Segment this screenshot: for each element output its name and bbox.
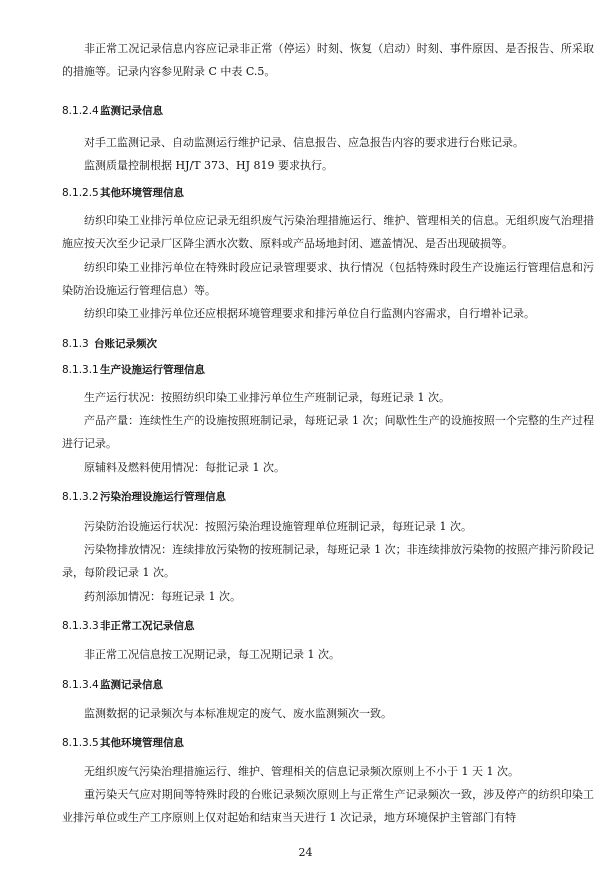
section-number: 8.1.3.4: [62, 679, 99, 691]
paragraph: 重污染天气应对期间等特殊时段的台账记录频次原则上与正常生产记录频次一致，涉及停产的纺织印染工业排污单位或生产工序原则上仅对起始和结束当天进行 1 次记录，地方环境保护主管部门有特: [62, 788, 594, 824]
heading-8-1-2-5: [62, 185, 594, 201]
paragraph: 无组织废气污染治理措施运行、维护、管理相关的信息记录频次原则上不小于 1 天 1 次。: [84, 765, 519, 778]
para-5: [62, 209, 594, 255]
para-20: [62, 702, 594, 725]
para-18: [62, 643, 594, 666]
section-title: 其他环境管理信息: [100, 187, 184, 199]
para-6: [62, 256, 594, 302]
para-3: [62, 154, 594, 177]
paragraph: 纺织印染工业排污单位应记录无组织废气污染治理措施运行、维护、管理相关的信息。无组织废气治理措施应按天次至少记录厂区降尘洒水次数、原料或产品场地封闭、遮盖情况、是否出现破损等。: [62, 214, 594, 250]
heading-8-1-3-1: [62, 362, 594, 378]
para-22: [62, 760, 594, 783]
section-number: 8.1.3.1: [62, 364, 99, 376]
paragraph: 监测数据的记录频次与本标准规定的废气、废水监测频次一致。: [84, 707, 392, 720]
paragraph: 污染防治设施运行状况：按照污染治理设施管理单位班制记录，每班记录 1 次。: [84, 520, 472, 533]
para-10: [62, 386, 594, 409]
paragraph: 非正常工况信息按工况期记录，每工况期记录 1 次。: [84, 648, 340, 661]
paragraph: 纺织印染工业排污单位在特殊时段应记录管理要求、执行情况（包括特殊时段生产设施运行管理信息和污染防治设施运行管理信息）等。: [62, 261, 594, 297]
paragraph: 药剂添加情况：每班记录 1 次。: [84, 590, 241, 603]
para-16: [62, 585, 594, 608]
section-title: 其他环境管理信息: [100, 737, 184, 749]
section-title: 非正常工况记录信息: [100, 620, 195, 632]
paragraph: 纺织印染工业排污单位还应根据环境管理要求和排污单位自行监测内容需求，自行增补记录。: [84, 307, 535, 320]
document-page: [62, 0, 594, 876]
heading-8-1-3-2: [62, 489, 594, 505]
page-number: 24: [298, 846, 313, 859]
section-title: 监测记录信息: [100, 679, 163, 691]
para-11: [62, 409, 594, 455]
para-14: [62, 515, 594, 538]
para-7: [62, 302, 594, 325]
para-2: [62, 131, 594, 154]
section-title: 监测记录信息: [100, 105, 163, 117]
para-15: [62, 538, 594, 584]
section-number: 8.1.2.5: [62, 187, 99, 199]
section-title: 台账记录频次: [94, 338, 157, 350]
heading-8-1-3-5: [62, 735, 594, 751]
section-title: 污染治理设施运行管理信息: [100, 491, 226, 503]
para-0: [62, 37, 594, 83]
section-number: 8.1.3.5: [62, 737, 99, 749]
paragraph: 非正常工况记录信息内容应记录非正常（停运）时刻、恢复（启动）时刻、事件原因、是否报告、所采取的措施等。记录内容参见附录 C 中表 C.5。: [62, 42, 594, 78]
para-12: [62, 456, 594, 479]
paragraph: 污染物排放情况：连续排放污染物的按班制记录，每班记录 1 次；非连续排放污染物的按照产排污阶段记录，每阶段记录 1 次。: [62, 543, 594, 579]
section-number: 8.1.3.2: [62, 491, 99, 503]
heading-8-1-2-4: [62, 103, 594, 119]
section-number: 8.1.3: [62, 338, 89, 350]
section-number: 8.1.2.4: [62, 105, 99, 117]
paragraph: 对手工监测记录、自动监测运行维护记录、信息报告、应急报告内容的要求进行台账记录。: [84, 136, 524, 149]
section-number: 8.1.3.3: [62, 620, 99, 632]
paragraph: 监测质量控制根据 HJ/T 373、HJ 819 要求执行。: [84, 159, 334, 172]
section-title: 生产设施运行管理信息: [100, 364, 205, 376]
para-23: [62, 783, 594, 829]
paragraph: 生产运行状况：按照纺织印染工业排污单位生产班制记录，每班记录 1 次。: [84, 391, 450, 404]
paragraph: 原辅料及燃料使用情况：每批记录 1 次。: [84, 461, 285, 474]
heading-8-1-3-4: [62, 677, 594, 693]
heading-8-1-3: [62, 336, 594, 352]
paragraph: 产品产量：连续性生产的设施按照班制记录，每班记录 1 次；间歇性生产的设施按照一个完整的生产过程进行记录。: [62, 414, 594, 450]
heading-8-1-3-3: [62, 618, 594, 634]
